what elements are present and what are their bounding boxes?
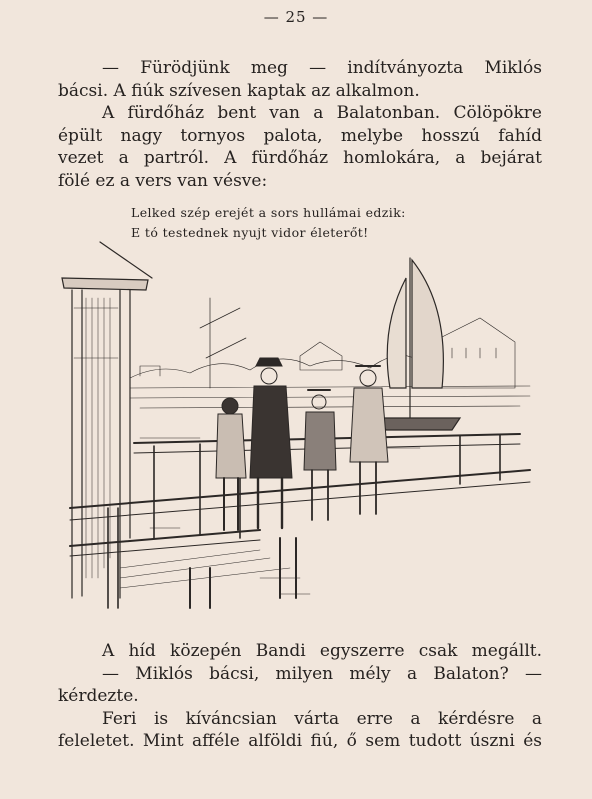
text-line: kérdezte.: [58, 686, 139, 706]
text-line: — Fürödjünk meg — indítványozta Miklós: [102, 58, 542, 78]
text-line: A fürdőház bent van a Balatonban. Cölöpökre: [102, 103, 542, 123]
text-line: épült nagy tornyos palota, melybe hosszú fahíd: [58, 125, 542, 146]
text-line: Feri is kíváncsian várta erre a kérdésre a: [102, 708, 542, 729]
page-number: — 25 —: [263, 8, 329, 26]
verse-line: Lelked szép erejét a sors hullámai edzik:: [131, 205, 406, 220]
text-line: feleletet. Mint afféle alföldi fiú, ő sem tudott úszni és: [58, 731, 542, 751]
text-line: bácsi. A fiúk szívesen kaptak az alkalmon.: [58, 80, 420, 101]
closing-paragraph: [58, 640, 542, 753]
opening-paragraph: [58, 57, 542, 192]
figure-group: [216, 358, 388, 530]
text-line: A híd közepén Bandi egyszerre csak megállt.: [102, 641, 542, 661]
bridge-illustration: [60, 238, 540, 610]
verse-line: E tó testednek nyujt vidor életerőt!: [131, 225, 369, 240]
text-line: — Miklós bácsi, milyen mély a Balaton? —: [102, 663, 542, 684]
text-line: fölé ez a vers van vésve:: [58, 170, 268, 191]
text-line: vezet a partról. A fürdőház homlokára, a bejárat: [58, 148, 542, 168]
inscription-verse: [131, 203, 406, 243]
